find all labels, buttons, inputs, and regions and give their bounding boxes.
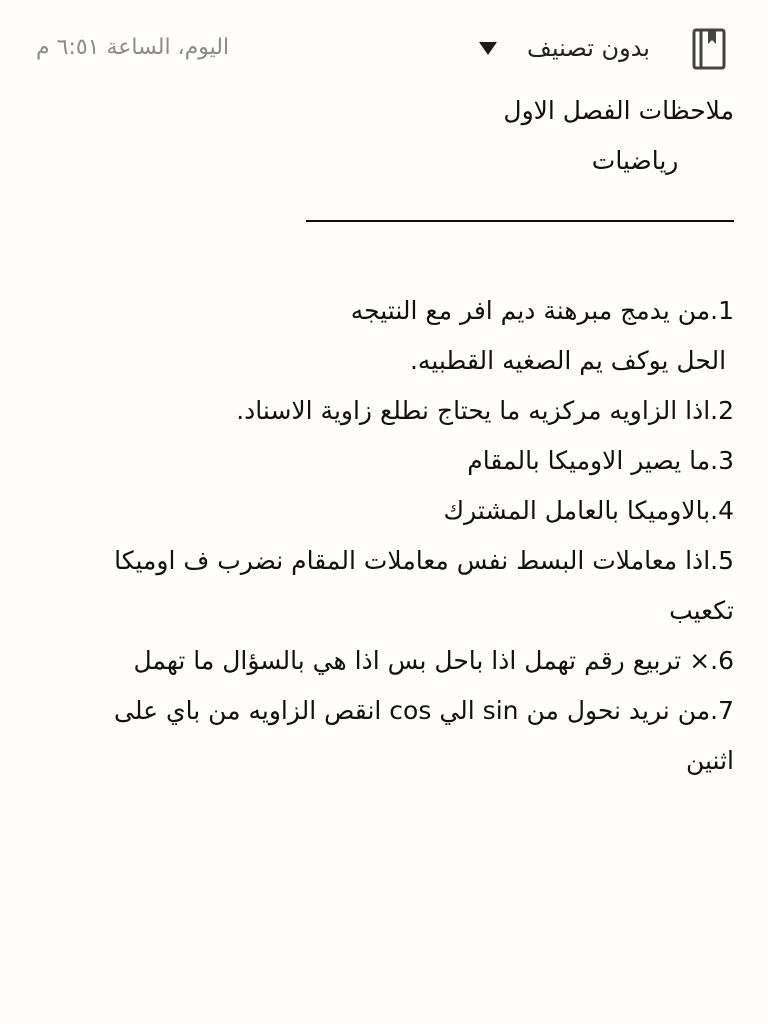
separator-line: [44, 186, 734, 236]
note-content[interactable]: [44, 86, 734, 786]
note-timestamp: اليوم، الساعة ٦:٥١ م: [36, 35, 230, 60]
category-label: بدون تصنيف: [527, 34, 650, 62]
notebook-icon[interactable]: [692, 28, 726, 70]
note-line-9: 7.من نريد نحول من sin الي cos انقص الزاويه من باي على: [114, 696, 734, 725]
note-line-3: 2.اذا الزاويه مركزيه ما يحتاج نطلع زاوية الاسناد.: [236, 396, 734, 425]
note-line-7: تكعيب: [669, 596, 734, 625]
note-title: ملاحظات الفصل الاول: [503, 96, 734, 125]
note-header: [0, 24, 768, 74]
note-line-5: 4.بالاوميكا بالعامل المشترك: [443, 496, 734, 525]
note-line-1: 1.من يدمج مبرهنة ديم افر مع النتيجه: [350, 296, 734, 325]
blank-line: [44, 236, 734, 286]
note-line-8: 6.× تربيع رقم تهمل اذا باحل بس اذا هي بالسؤال ما تهمل: [133, 646, 734, 675]
note-line-6: 5.اذا معاملات البسط نفس معاملات المقام نضرب ف اوميكا: [114, 546, 734, 575]
note-line-10: اثنين: [685, 746, 734, 775]
triangle-down-icon: [479, 42, 497, 55]
category-dropdown[interactable]: [479, 32, 650, 64]
note-line-4: 3.ما يصير الاوميكا بالمقام: [467, 446, 734, 475]
note-subtitle: رياضيات: [591, 146, 734, 175]
note-line-2: الحل يوكف يم الصغيه القطبيه.: [409, 346, 734, 375]
